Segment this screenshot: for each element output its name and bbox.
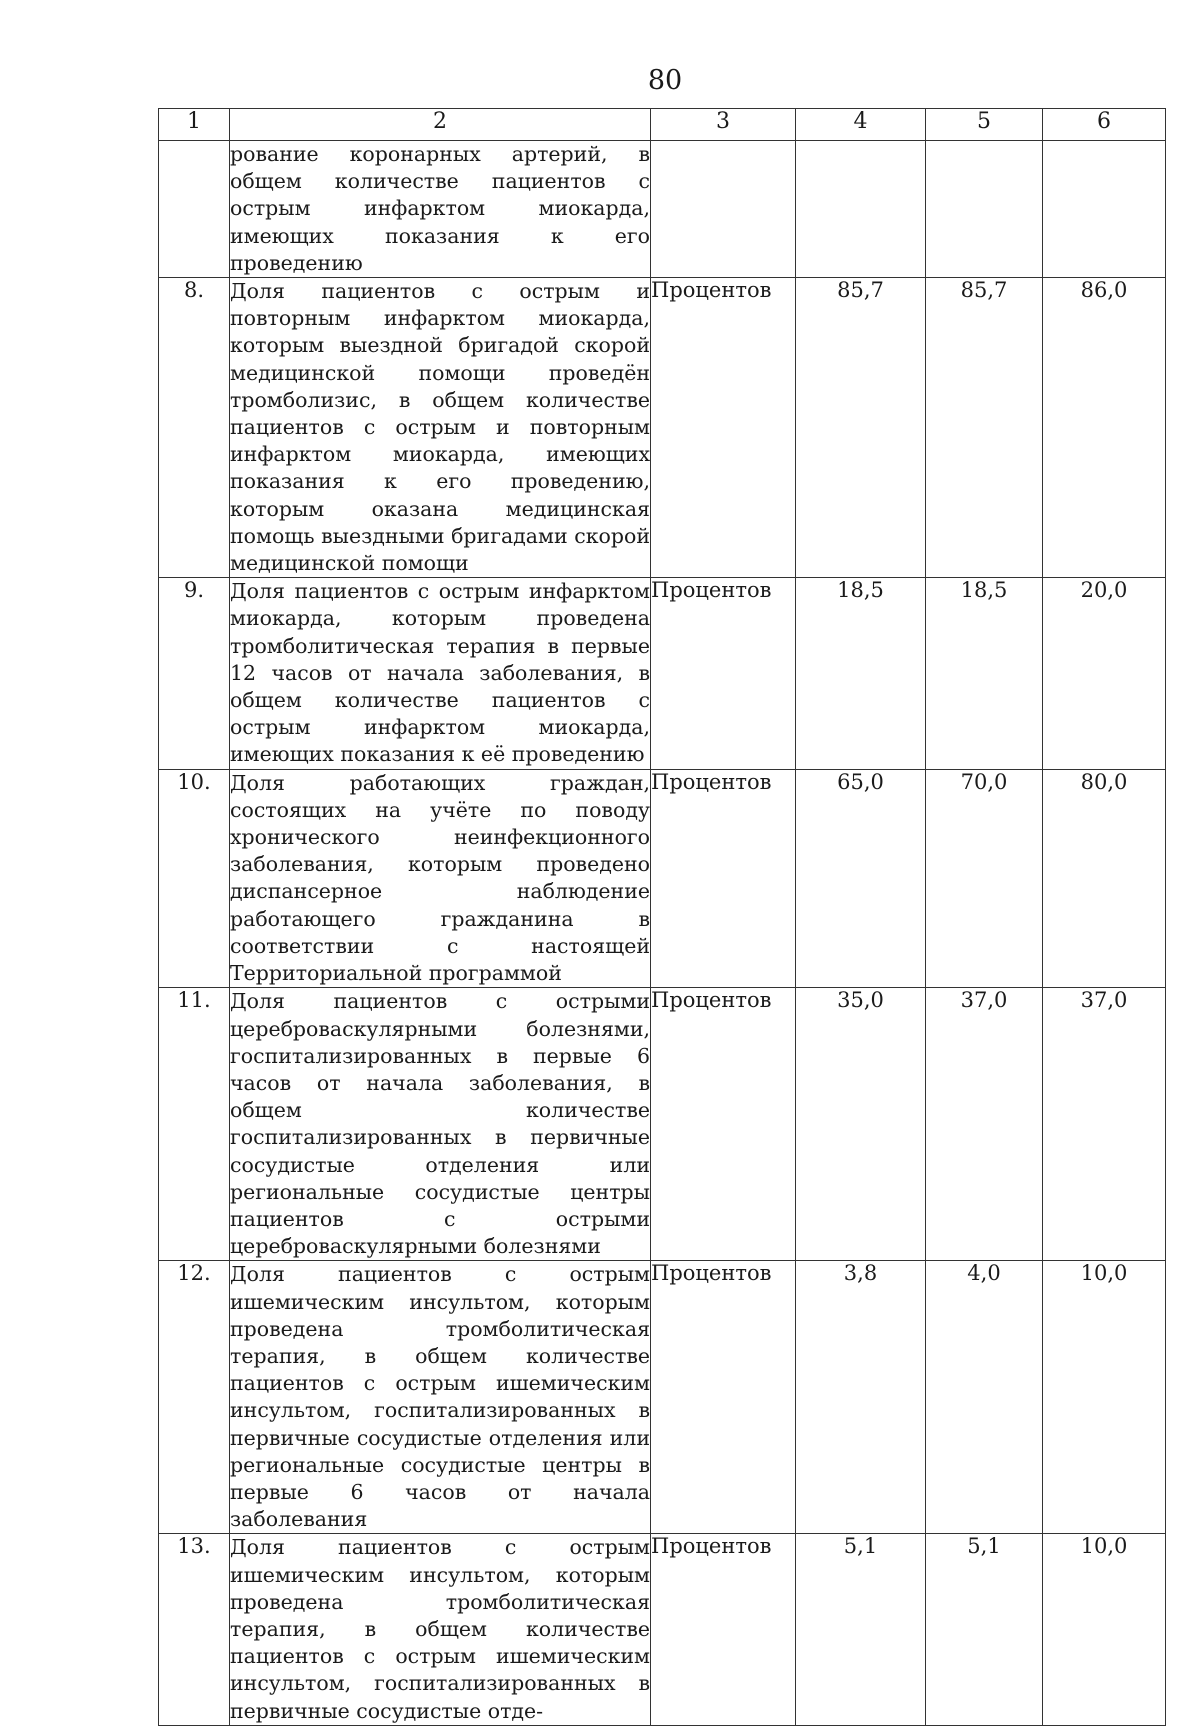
value-col5 (926, 141, 1043, 278)
value-col5: 85,7 (926, 278, 1043, 578)
page-number: 80 (647, 65, 683, 96)
table-row (159, 988, 1166, 1261)
column-header: 6 (1043, 109, 1166, 141)
column-header: 1 (159, 109, 230, 141)
row-number (159, 141, 230, 278)
indicator-description: Доля пациентов с острым инфарктом миокарда, которым проведена тромболитическая терапия в первые 12 часов от начала заболевания, в общем количестве пациентов с острым инфарктом миокарда, имеющих показания к её проведению (230, 578, 651, 769)
value-col6: 20,0 (1043, 578, 1166, 769)
row-number: 9. (159, 578, 230, 769)
value-col6: 10,0 (1043, 1261, 1166, 1534)
table-row (159, 1534, 1166, 1725)
unit-cell: Процентов (651, 988, 796, 1261)
value-col6: 37,0 (1043, 988, 1166, 1261)
value-col5: 70,0 (926, 769, 1043, 988)
unit-cell: Процентов (651, 1261, 796, 1534)
value-col4 (796, 141, 926, 278)
column-header: 2 (230, 109, 651, 141)
value-col4: 85,7 (796, 278, 926, 578)
indicator-description: Доля пациентов с острыми цереброваскулярными болезнями, госпитализированных в первые 6 часов от начала заболевания, в общем количестве госпитализированных в первичные сосудистые отделения или региональные сосудистые центры пациентов с острыми цереброваскулярными болезнями (230, 988, 651, 1261)
row-number: 12. (159, 1261, 230, 1534)
table-header-row (159, 109, 1166, 141)
value-col4: 35,0 (796, 988, 926, 1261)
column-header: 4 (796, 109, 926, 141)
value-col5: 37,0 (926, 988, 1043, 1261)
unit-cell: Процентов (651, 278, 796, 578)
indicator-description: Доля пациентов с острым ишемическим инсультом, которым проведена тромболитическая терапия, в общем количестве пациентов с острым ишемическим инсультом, госпитализированных в первичные сосудистые отделения или региональные сосудистые центры в первые 6 часов от начала заболевания (230, 1261, 651, 1534)
indicator-description: Доля пациентов с острым и повторным инфарктом миокарда, которым выездной бригадой скорой медицинской помощи проведён тромболизис, в общем количестве пациентов с острым и повторным инфарктом миокарда, имеющих показания к его проведению, которым оказана медицинская помощь выездными бригадами скорой медицинской помощи (230, 278, 651, 578)
value-col6: 86,0 (1043, 278, 1166, 578)
row-number: 10. (159, 769, 230, 988)
table-row (159, 278, 1166, 578)
unit-cell: Процентов (651, 769, 796, 988)
value-col4: 5,1 (796, 1534, 926, 1725)
row-number: 8. (159, 278, 230, 578)
value-col6: 10,0 (1043, 1534, 1166, 1725)
value-col4: 65,0 (796, 769, 926, 988)
unit-cell (651, 141, 796, 278)
value-col4: 3,8 (796, 1261, 926, 1534)
indicator-description: рование коронарных артерий, в общем количестве пациентов с острым инфарктом миокарда, имеющих показания к его проведению (230, 141, 651, 278)
row-number: 11. (159, 988, 230, 1261)
table-row (159, 578, 1166, 769)
indicator-description: Доля пациентов с острым ишемическим инсультом, которым проведена тромболитическая терапия, в общем количестве пациентов с острым ишемическим инсультом, госпитализированных в первичные сосудистые отде- (230, 1534, 651, 1725)
value-col5: 5,1 (926, 1534, 1043, 1725)
table-row (159, 1261, 1166, 1534)
table-row (159, 141, 1166, 278)
value-col6: 80,0 (1043, 769, 1166, 988)
column-header: 3 (651, 109, 796, 141)
value-col4: 18,5 (796, 578, 926, 769)
indicators-table (158, 108, 1166, 1726)
indicator-description: Доля работающих граждан, состоящих на учёте по поводу хронического неинфекционного заболевания, которым проведено диспансерное наблюдение работающего гражданина в соответствии с настоящей Территориальной программой (230, 769, 651, 988)
row-number: 13. (159, 1534, 230, 1725)
value-col5: 18,5 (926, 578, 1043, 769)
unit-cell: Процентов (651, 1534, 796, 1725)
value-col5: 4,0 (926, 1261, 1043, 1534)
unit-cell: Процентов (651, 578, 796, 769)
column-header: 5 (926, 109, 1043, 141)
table-row (159, 769, 1166, 988)
value-col6 (1043, 141, 1166, 278)
